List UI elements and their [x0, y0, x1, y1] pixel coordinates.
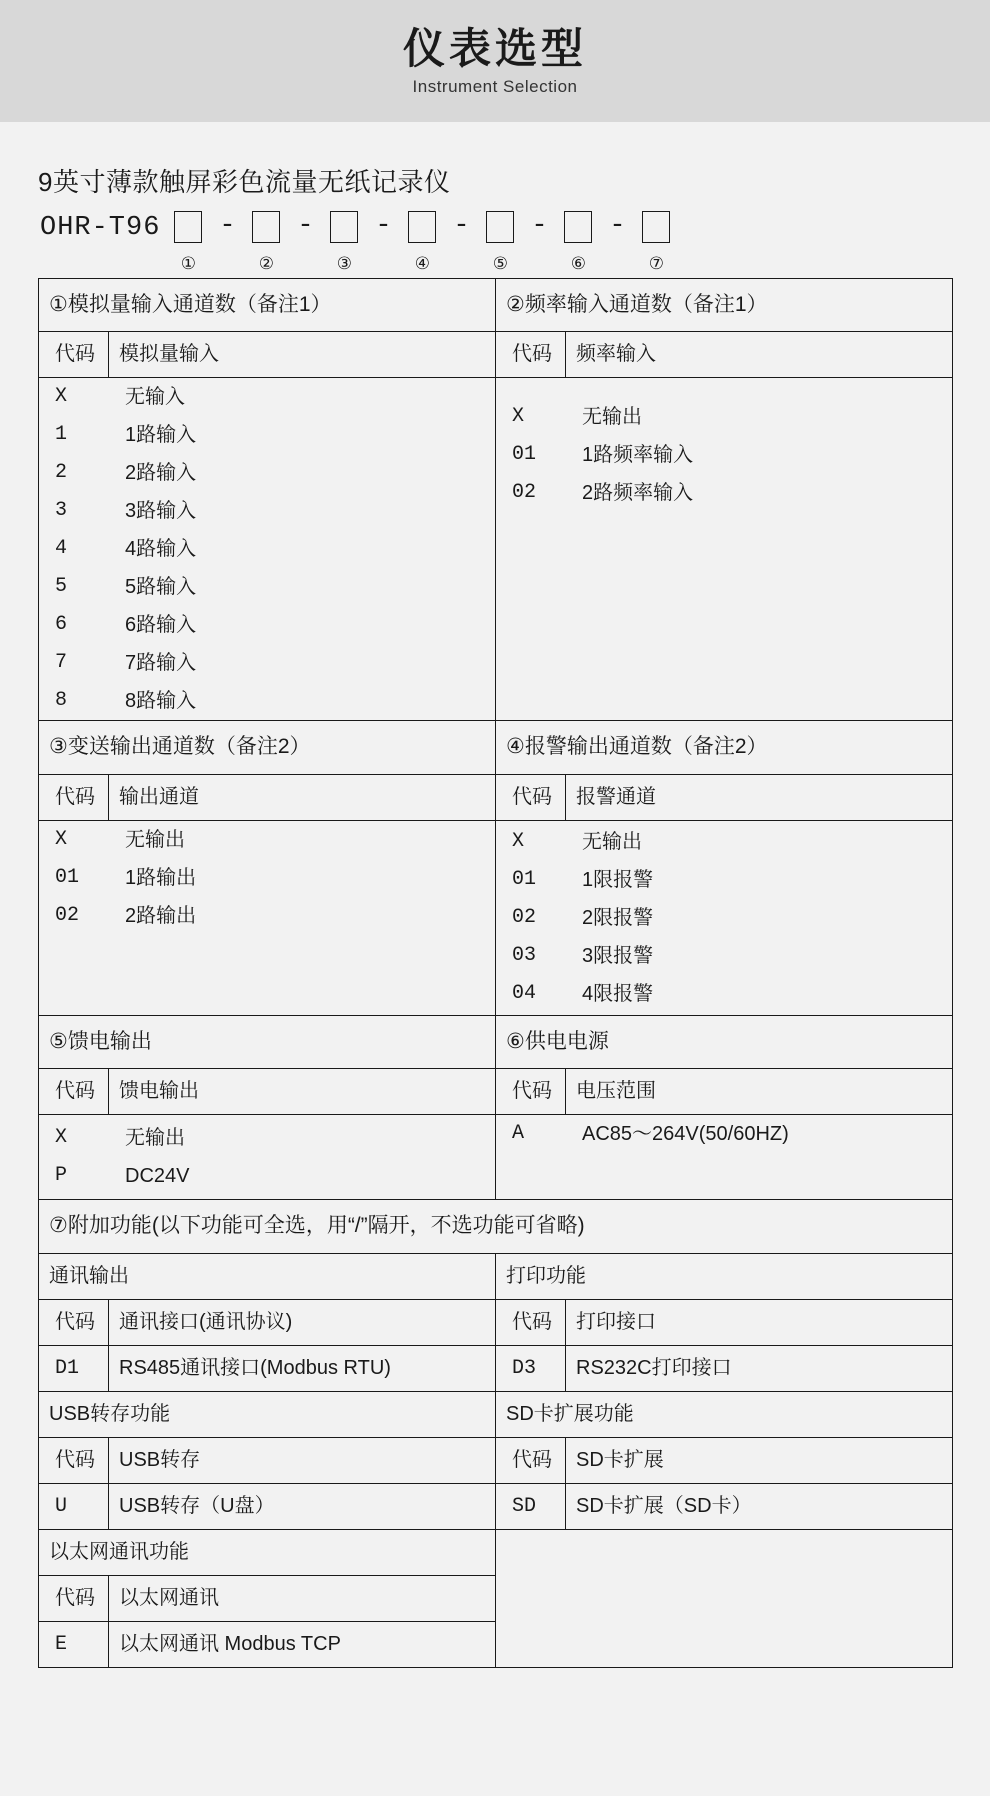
option-code: X: [55, 1126, 68, 1150]
page-subtitle: Instrument Selection: [412, 77, 578, 97]
list-item: [496, 975, 952, 1013]
option-desc: 2路频率输入: [582, 482, 694, 505]
col-header-code: 代码: [39, 1575, 109, 1621]
table-row: [39, 1391, 953, 1437]
option-desc: RS485通讯接口(Modbus RTU): [109, 1345, 496, 1391]
col-header-code-6: 代码: [496, 1069, 566, 1115]
col-header-desc-3: 输出通道: [109, 774, 496, 820]
slot-box-6: [564, 211, 592, 243]
section-body-5: [39, 1115, 496, 1200]
model-separator: -: [297, 211, 314, 241]
option-desc: 1路输出: [125, 866, 197, 889]
option-code: D3: [496, 1345, 566, 1391]
table-row: [39, 1115, 953, 1200]
page-title: 仪表选型: [402, 24, 587, 72]
table-row: [39, 820, 953, 1015]
option-code: 01: [512, 443, 537, 467]
addon-block-name: USB转存功能: [39, 1391, 496, 1437]
option-desc: 1路输入: [125, 424, 197, 447]
slot-marker-2: ②: [258, 254, 275, 273]
model-slot-1: [162, 211, 214, 272]
col-header-desc-1: 模拟量输入: [109, 332, 496, 378]
option-code: P: [55, 1164, 68, 1188]
option-code: 4: [55, 537, 68, 561]
option-code: 1: [55, 423, 68, 447]
table-row: [39, 1529, 953, 1575]
option-list-5: [39, 1119, 495, 1195]
addon-block-name: 以太网通讯功能: [39, 1529, 496, 1575]
section-title-6: ⑥供电电源: [496, 1015, 953, 1068]
table-row: [39, 1069, 953, 1115]
option-desc: AC85～264V(50/60HZ): [582, 1123, 789, 1146]
option-desc: 6路输入: [125, 614, 197, 637]
option-desc: 4限报警: [582, 982, 654, 1005]
table-row: [39, 1253, 953, 1299]
option-code: 8: [55, 689, 68, 713]
slot-box-2: [252, 211, 280, 243]
option-code: 01: [55, 865, 80, 889]
section-title-2: ②频率输入通道数（备注1）: [496, 279, 953, 332]
list-item: [39, 644, 495, 682]
option-code: 04: [512, 981, 537, 1005]
option-list-1: [39, 378, 495, 720]
option-list-2: [496, 398, 952, 700]
section-body-6: [496, 1115, 953, 1200]
option-desc: DC24V: [125, 1165, 190, 1188]
col-header-desc: 打印接口: [566, 1299, 953, 1345]
section-body-4: [496, 820, 953, 1015]
list-item: [39, 1157, 495, 1195]
option-desc: 7路输入: [125, 652, 197, 675]
option-code: 02: [512, 905, 537, 929]
option-desc: 8路输入: [125, 690, 197, 713]
list-item: [496, 398, 952, 436]
model-separator: -: [531, 211, 548, 241]
slot-marker-5: ⑤: [492, 254, 509, 273]
col-header-desc-6: 电压范围: [566, 1069, 953, 1115]
product-name: 9英寸薄款触屏彩色流量无纸记录仪: [38, 167, 451, 197]
list-item: [496, 1115, 952, 1153]
section-body-1: [39, 378, 496, 721]
col-header-code: 代码: [39, 1299, 109, 1345]
model-slot-5: [474, 211, 526, 272]
list-item: [496, 1153, 952, 1199]
model-prefix: OHR-T96: [40, 213, 161, 243]
list-item: [39, 897, 495, 935]
option-code: 02: [512, 481, 537, 505]
list-item: [496, 899, 952, 937]
list-item: [496, 937, 952, 975]
col-header-desc: SD卡扩展: [566, 1437, 953, 1483]
option-desc: 5路输入: [125, 576, 197, 599]
slot-box-7: [642, 211, 670, 243]
option-desc: USB转存（U盘）: [109, 1483, 496, 1529]
option-desc: RS232C打印接口: [566, 1345, 953, 1391]
model-separator: -: [375, 211, 392, 241]
col-header-desc: 以太网通讯: [109, 1575, 496, 1621]
table-row: [39, 1015, 953, 1068]
table-row: [39, 1483, 953, 1529]
option-desc: 1限报警: [582, 868, 654, 891]
model-code-row: [38, 211, 952, 272]
option-code: 5: [55, 575, 68, 599]
option-desc: SD卡扩展（SD卡）: [566, 1483, 953, 1529]
list-item: [39, 821, 495, 859]
col-header-code: 代码: [39, 1437, 109, 1483]
list-item: [39, 682, 495, 720]
slot-marker-4: ④: [414, 254, 431, 273]
option-code: D1: [39, 1345, 109, 1391]
slot-box-4: [408, 211, 436, 243]
table-row: [39, 774, 953, 820]
option-desc: 以太网通讯 Modbus TCP: [109, 1621, 496, 1667]
option-desc: 无输出: [582, 830, 643, 853]
list-item: [39, 530, 495, 568]
option-code: X: [512, 405, 525, 429]
model-separator: -: [453, 211, 470, 241]
model-slot-6: [552, 211, 604, 272]
list-item: [39, 492, 495, 530]
option-list-4: [496, 823, 952, 1013]
slot-box-3: [330, 211, 358, 243]
col-header-code-5: 代码: [39, 1069, 109, 1115]
option-code: X: [55, 385, 68, 409]
option-desc: 3限报警: [582, 944, 654, 967]
option-desc: 无输出: [125, 1127, 185, 1150]
page-header: [0, 0, 990, 122]
list-item: [496, 436, 952, 474]
option-code: 01: [512, 867, 537, 891]
list-item: [496, 474, 952, 512]
col-header-code-2: 代码: [496, 332, 566, 378]
addon-block-name: 打印功能: [496, 1253, 953, 1299]
option-desc: 3路输入: [125, 500, 197, 523]
col-header-code: 代码: [496, 1437, 566, 1483]
option-list-3: [39, 821, 495, 1015]
option-code: E: [39, 1621, 109, 1667]
table-row: [39, 1200, 953, 1253]
slot-box-5: [486, 211, 514, 243]
model-slot-7: [630, 211, 682, 272]
col-header-desc-5: 馈电输出: [109, 1069, 496, 1115]
option-code: 6: [55, 613, 68, 637]
list-item: [39, 935, 495, 1015]
slot-marker-6: ⑥: [570, 254, 587, 273]
col-header-code-1: 代码: [39, 332, 109, 378]
section-title-1: ①模拟量输入通道数（备注1）: [39, 279, 496, 332]
list-item: [39, 416, 495, 454]
page-content: [0, 122, 990, 1698]
table-row: [39, 332, 953, 378]
option-list-6: [496, 1115, 952, 1199]
option-code: 02: [55, 903, 80, 927]
table-row: [39, 378, 953, 721]
list-item: [39, 568, 495, 606]
table-row: [39, 279, 953, 332]
option-desc: 无输入: [125, 386, 185, 409]
section-body-2: [496, 378, 953, 721]
col-header-code-4: 代码: [496, 774, 566, 820]
col-header-desc-2: 频率输入: [566, 332, 953, 378]
option-desc: 无输出: [582, 406, 643, 429]
option-code: U: [39, 1483, 109, 1529]
option-code: X: [55, 827, 68, 851]
list-item: [39, 378, 495, 416]
model-separator: -: [219, 211, 236, 241]
addon-block-empty: [496, 1529, 953, 1667]
slot-marker-7: ⑦: [648, 254, 665, 273]
specification-table: [38, 278, 953, 1668]
col-header-desc: 通讯接口(通讯协议): [109, 1299, 496, 1345]
option-code: 3: [55, 499, 68, 523]
list-item: [496, 512, 952, 700]
option-code: SD: [496, 1483, 566, 1529]
option-desc: 4路输入: [125, 538, 197, 561]
list-item: [39, 606, 495, 644]
table-row: [39, 1437, 953, 1483]
option-desc: 1路频率输入: [582, 444, 694, 467]
section-title-5: ⑤馈电输出: [39, 1015, 496, 1068]
slot-marker-3: ③: [336, 254, 353, 273]
list-item: [39, 859, 495, 897]
model-separator: -: [609, 211, 626, 241]
list-item: [496, 823, 952, 861]
addon-block-name: 通讯输出: [39, 1253, 496, 1299]
addon-block-name: SD卡扩展功能: [496, 1391, 953, 1437]
col-header-code-3: 代码: [39, 774, 109, 820]
slot-marker-1: ①: [180, 254, 197, 273]
option-desc: 2限报警: [582, 906, 654, 929]
table-row: [39, 721, 953, 774]
option-code: 7: [55, 651, 68, 675]
col-header-desc: USB转存: [109, 1437, 496, 1483]
option-code: 03: [512, 943, 537, 967]
col-header-desc-4: 报警通道: [566, 774, 953, 820]
option-code: 2: [55, 461, 68, 485]
table-row: [39, 1345, 953, 1391]
list-item: [39, 1119, 495, 1157]
option-desc: 无输出: [125, 828, 185, 851]
option-desc: 2路输入: [125, 462, 197, 485]
section-title-4: ④报警输出通道数（备注2）: [496, 721, 953, 774]
model-slot-3: [318, 211, 370, 272]
option-code: X: [512, 829, 525, 853]
section-body-3: [39, 820, 496, 1015]
model-slot-2: [240, 211, 292, 272]
section-title-3: ③变送输出通道数（备注2）: [39, 721, 496, 774]
list-item: [496, 861, 952, 899]
option-desc: 2路输出: [125, 904, 197, 927]
section-title-7: ⑦附加功能(以下功能可全选，用“/”隔开，不选功能可省略): [39, 1200, 953, 1253]
slot-box-1: [174, 211, 202, 243]
table-row: [39, 1299, 953, 1345]
model-slot-4: [396, 211, 448, 272]
option-code: A: [512, 1122, 525, 1146]
col-header-code: 代码: [496, 1299, 566, 1345]
list-item: [39, 454, 495, 492]
